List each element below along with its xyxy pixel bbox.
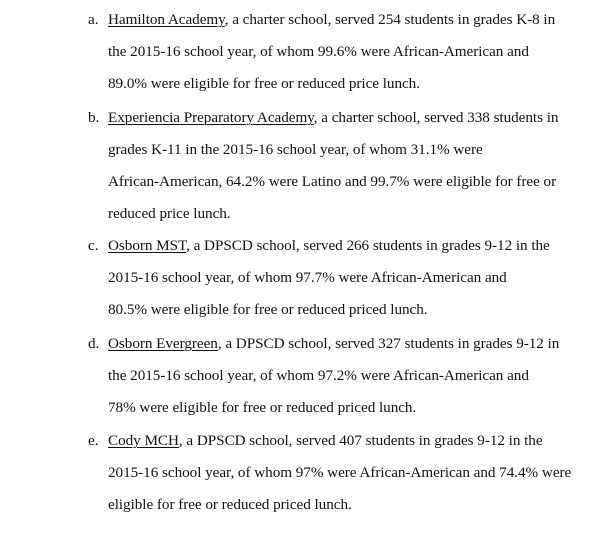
list-item-line bbox=[88, 237, 550, 255]
school-name: Cody MCH bbox=[108, 432, 179, 449]
list-item-text: , a DPSCD school, served 266 students in grades 9-12 in the bbox=[186, 237, 550, 254]
school-name: Osborn Evergreen bbox=[108, 335, 218, 352]
list-item-line bbox=[88, 335, 559, 353]
list-item-text: , a DPSCD school, served 327 students in grades 9-12 in bbox=[217, 335, 560, 352]
list-item-line bbox=[88, 109, 558, 127]
list-item-line: 2015-16 school year, of whom 97.7% were African-American and bbox=[108, 269, 507, 286]
list-item-text: , a charter school, served 338 students in bbox=[313, 109, 559, 126]
list-marker: b. bbox=[88, 109, 100, 126]
list-marker: a. bbox=[88, 11, 99, 28]
list-item-text: , a charter school, served 254 students in grades K-8 in bbox=[224, 11, 556, 28]
list-marker: c. bbox=[88, 237, 99, 254]
list-marker: e. bbox=[88, 432, 99, 449]
list-item-line: 2015-16 school year, of whom 97% were African-American and 74.4% were bbox=[108, 464, 572, 481]
school-name: Experiencia Preparatory Academy bbox=[108, 109, 314, 126]
list-item-line bbox=[88, 11, 555, 29]
list-marker: d. bbox=[88, 335, 100, 352]
list-item-line: grades K-11 in the 2015-16 school year, of whom 31.1% were bbox=[108, 141, 483, 158]
list-item-line: reduced price lunch. bbox=[108, 205, 231, 222]
list-item-line: the 2015-16 school year, of whom 99.6% were African-American and bbox=[108, 43, 529, 60]
list-item-line: 78% were eligible for free or reduced priced lunch. bbox=[108, 399, 417, 416]
list-item-line: 80.5% were eligible for free or reduced priced lunch. bbox=[108, 301, 428, 318]
school-name: Osborn MST bbox=[108, 237, 187, 254]
list-item-line bbox=[88, 432, 543, 450]
list-item-line: the 2015-16 school year, of whom 97.2% were African-American and bbox=[108, 367, 529, 384]
school-name: Hamilton Academy bbox=[108, 11, 225, 28]
list-item-line: eligible for free or reduced priced lunch. bbox=[108, 496, 352, 513]
list-item-line: 89.0% were eligible for free or reduced price lunch. bbox=[108, 75, 420, 92]
list-item-line: African-American, 64.2% were Latino and 99.7% were eligible for free or bbox=[108, 173, 557, 190]
list-item-text: , a DPSCD school, served 407 students in grades 9-12 in the bbox=[178, 432, 543, 449]
